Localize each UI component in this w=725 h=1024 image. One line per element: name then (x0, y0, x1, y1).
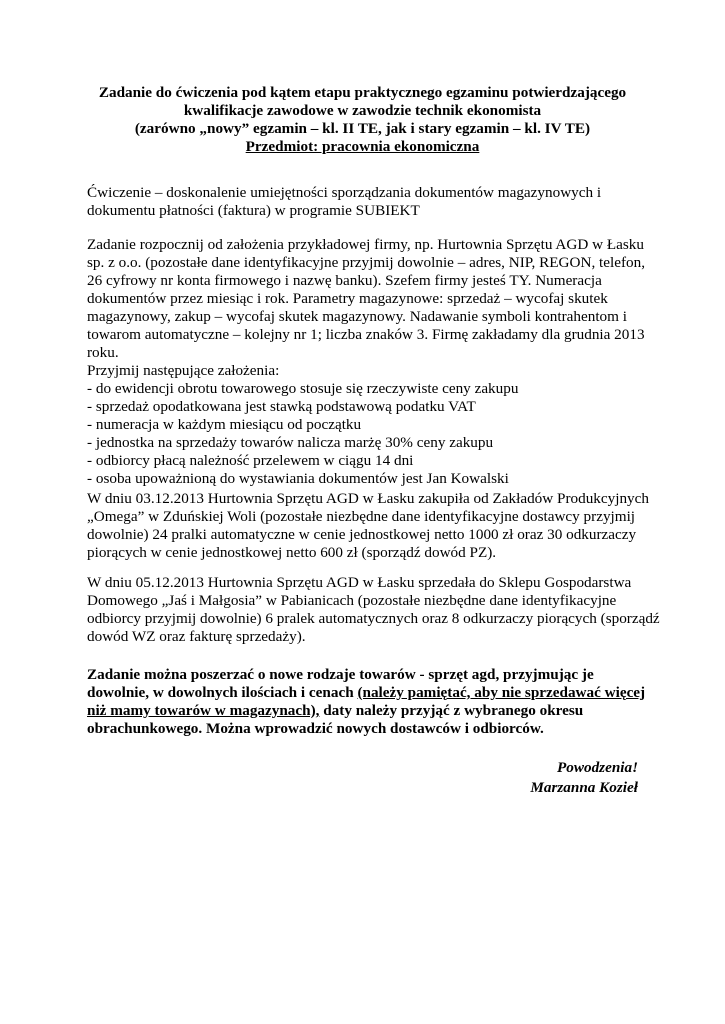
assumption-item: - jednostka na sprzedaży towarów nalicza marżę 30% ceny zakupu (87, 434, 494, 451)
purchase-line: W dniu 03.12.2013 Hurtownia Sprzętu AGD w Łasku zakupiła od Zakładów Produkcyjnych (87, 490, 649, 507)
note-warning-start: (należy pamiętać, aby nie sprzedawać więcej (357, 684, 646, 701)
assumption-item: - sprzedaż opodatkowana jest stawką podstawową podatku VAT (87, 398, 476, 415)
purchase-line: „Omega” w Zduńskiej Woli (pozostałe niezbędne dane identyfikacyjne dostawcy przyjmij (87, 508, 636, 525)
task-line: magazynowy, zakup – wycofaj skutek magazynowy. Nadawanie symboli kontrahentom i (87, 308, 627, 325)
note-line-3-text: daty należy przyjąć z wybranego okresu (319, 702, 584, 719)
sale-paragraph (87, 574, 660, 646)
task-line: 26 cyfrowy nr konta firmowego i nazwę banku). Szefem firmy jesteś TY. Numeracja (87, 272, 602, 289)
signature-block (530, 758, 638, 798)
note-line-2 (87, 684, 647, 702)
header-line-2: kwalifikacje zawodowe w zawodzie technik ekonomista (183, 102, 542, 119)
document-header (80, 84, 645, 156)
subject-title: Przedmiot: pracownia ekonomiczna (245, 138, 480, 155)
note-line-3 (87, 702, 647, 720)
sale-line: dowód WZ oraz fakturę sprzedaży). (87, 628, 306, 645)
assumption-item: - osoba upoważnioną do wystawiania dokumentów jest Jan Kowalski (87, 470, 509, 487)
exercise-line-1: Ćwiczenie – doskonalenie umiejętności sporządzania dokumentów magazynowych i (87, 184, 602, 201)
sale-line: W dniu 05.12.2013 Hurtownia Sprzętu AGD w Łasku sprzedała do Sklepu Gospodarstwa (87, 574, 632, 591)
exercise-line-2: dokumentu płatności (faktura) w programie SUBIEKT (87, 202, 420, 219)
task-line: Zadanie rozpocznij od założenia przykładowej firmy, np. Hurtownia Sprzętu AGD w Łasku (87, 236, 644, 253)
task-line: roku. (87, 344, 119, 361)
signature-author: Marzanna Kozieł (530, 779, 638, 796)
task-line: towarom automatyczne – kolejny nr 1; liczba znaków 3. Firmę zakładamy dla grudnia 2013 (87, 326, 645, 343)
note-line-2-text: dowolnie, w dowolnych ilościach i cenach (87, 684, 358, 701)
signature-greeting: Powodzenia! (556, 759, 638, 776)
note-line-1: Zadanie można poszerzać o nowe rodzaje towarów - sprzęt agd, przyjmując je (87, 666, 594, 683)
task-line: sp. z o.o. (pozostałe dane identyfikacyjne przyjmij dowolnie – adres, NIP, REGON, telefon, (87, 254, 645, 271)
assumption-item: - numeracja w każdym miesiącu od początku (87, 416, 362, 433)
note-paragraph (87, 666, 647, 738)
task-paragraph (87, 236, 647, 488)
exercise-paragraph (87, 184, 647, 220)
purchase-line: piorących w cenie jednostkowej netto 600 zł (sporządź dowód PZ). (87, 544, 497, 561)
header-line-3: (zarówno „nowy” egzamin – kl. II TE, jak i stary egzamin – kl. IV TE) (134, 120, 591, 137)
purchase-paragraph (87, 490, 647, 562)
assumptions-heading: Przyjmij następujące założenia: (87, 362, 280, 379)
note-warning-end: niż mamy towarów w magazynach), (87, 702, 320, 719)
task-line: dokumentów przez miesiąc i rok. Parametry magazynowe: sprzedaż – wycofaj skutek (87, 290, 608, 307)
purchase-line: dowolnie) 24 pralki automatyczne w cenie jednostkowej netto 1000 zł oraz 30 odkurzaczy (87, 526, 637, 543)
sale-line: odbiorcy przyjmij dowolnie) 6 pralek automatycznych oraz 8 odkurzaczy piorących (sporządź (87, 610, 660, 627)
sale-line: Domowego „Jaś i Małgosia” w Pabianicach (pozostałe niezbędne dane identyfikacyjne (87, 592, 617, 609)
header-line-1: Zadanie do ćwiczenia pod kątem etapu praktycznego egzaminu potwierdzającego (98, 84, 627, 101)
assumption-item: - do ewidencji obrotu towarowego stosuje się rzeczywiste ceny zakupu (87, 380, 519, 397)
note-line-4: obrachunkowego. Można wprowadzić nowych dostawców i odbiorców. (87, 720, 544, 737)
assumption-item: - odbiorcy płacą należność przelewem w ciągu 14 dni (87, 452, 414, 469)
